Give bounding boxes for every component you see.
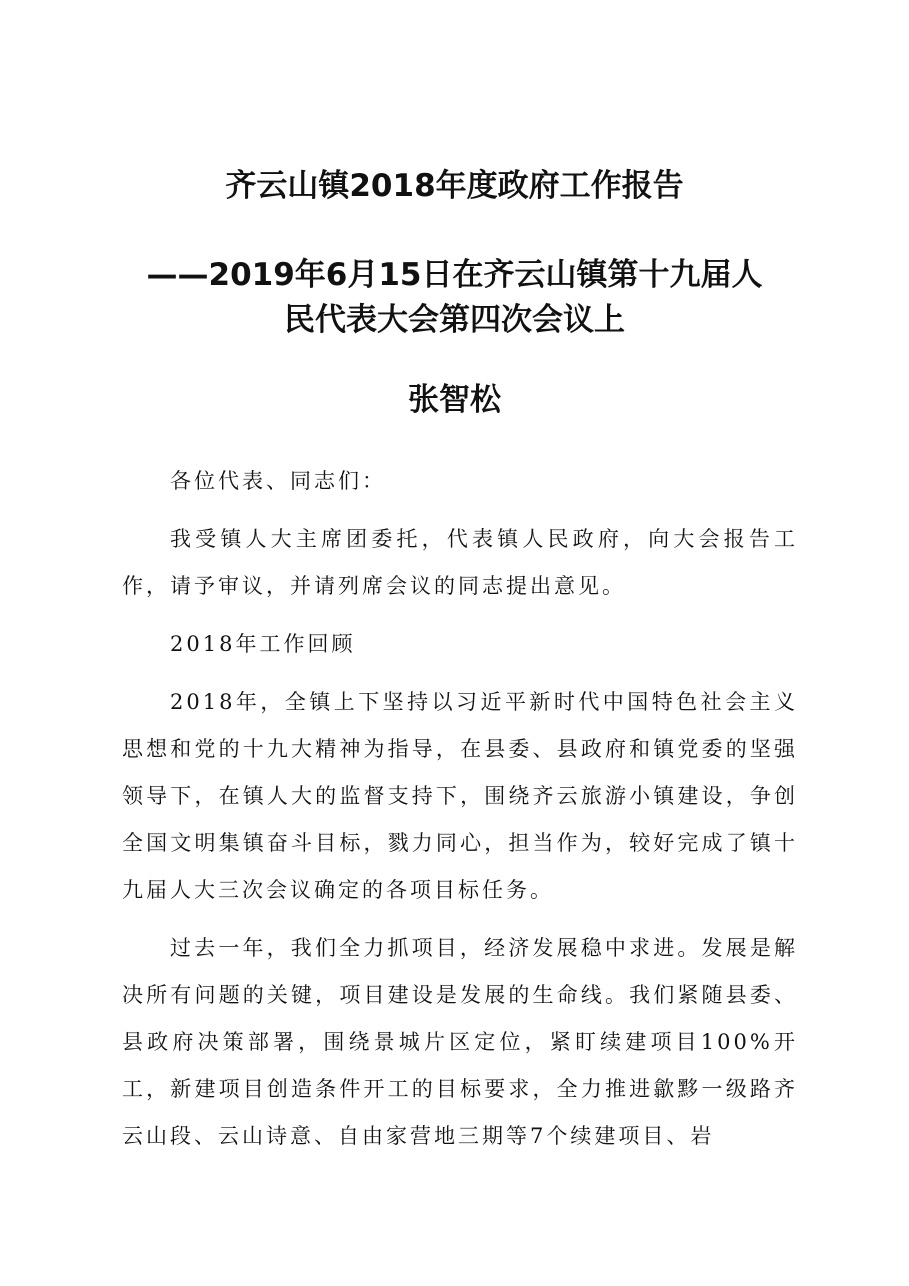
document-author: 张智松 (408, 382, 501, 418)
paragraph-2018-summary: 2018年，全镇上下坚持以习近平新时代中国特色社会主义思想和党的十九大精神为指导，在县委、县政府和镇党委的坚强领导下，在镇人大的监督支持下，围绕齐云旅游小镇建设，争创全国文明集镇奋斗目标，戮力同心，担当作为，较好完成了镇十九届人大三次会议确定的各项目标任务。 (122, 690, 798, 902)
paragraph-projects: 过去一年，我们全力抓项目，经济发展稳中求进。发展是解决所有问题的关键，项目建设是发展的生命线。我们紧随县委、县政府决策部署，围绕景城片区定位，紧盯续建项目100%开工，新建项目创造条件开工的目标要求，全力推进歙黟一级路齐云山段、云山诗意、自由家营地三期等7个续建项目、岩 (122, 936, 798, 1148)
document-subtitle-line2: 民代表大会第四次会议上 (284, 302, 625, 338)
document-subtitle-line1: ——2019年6月15日在齐云山镇第十九届人 (146, 257, 763, 293)
paragraph-salutation: 各位代表、同志们： (170, 469, 386, 493)
document-title: 齐云山镇2018年度政府工作报告 (225, 168, 684, 204)
document-body (122, 458, 798, 1160)
section-heading-2018-review: 2018年工作回顾 (170, 632, 356, 656)
paragraph-intro: 我受镇人大主席团委托，代表镇人民政府，向大会报告工作，请予审议，并请列席会议的同志提出意见。 (122, 527, 798, 598)
